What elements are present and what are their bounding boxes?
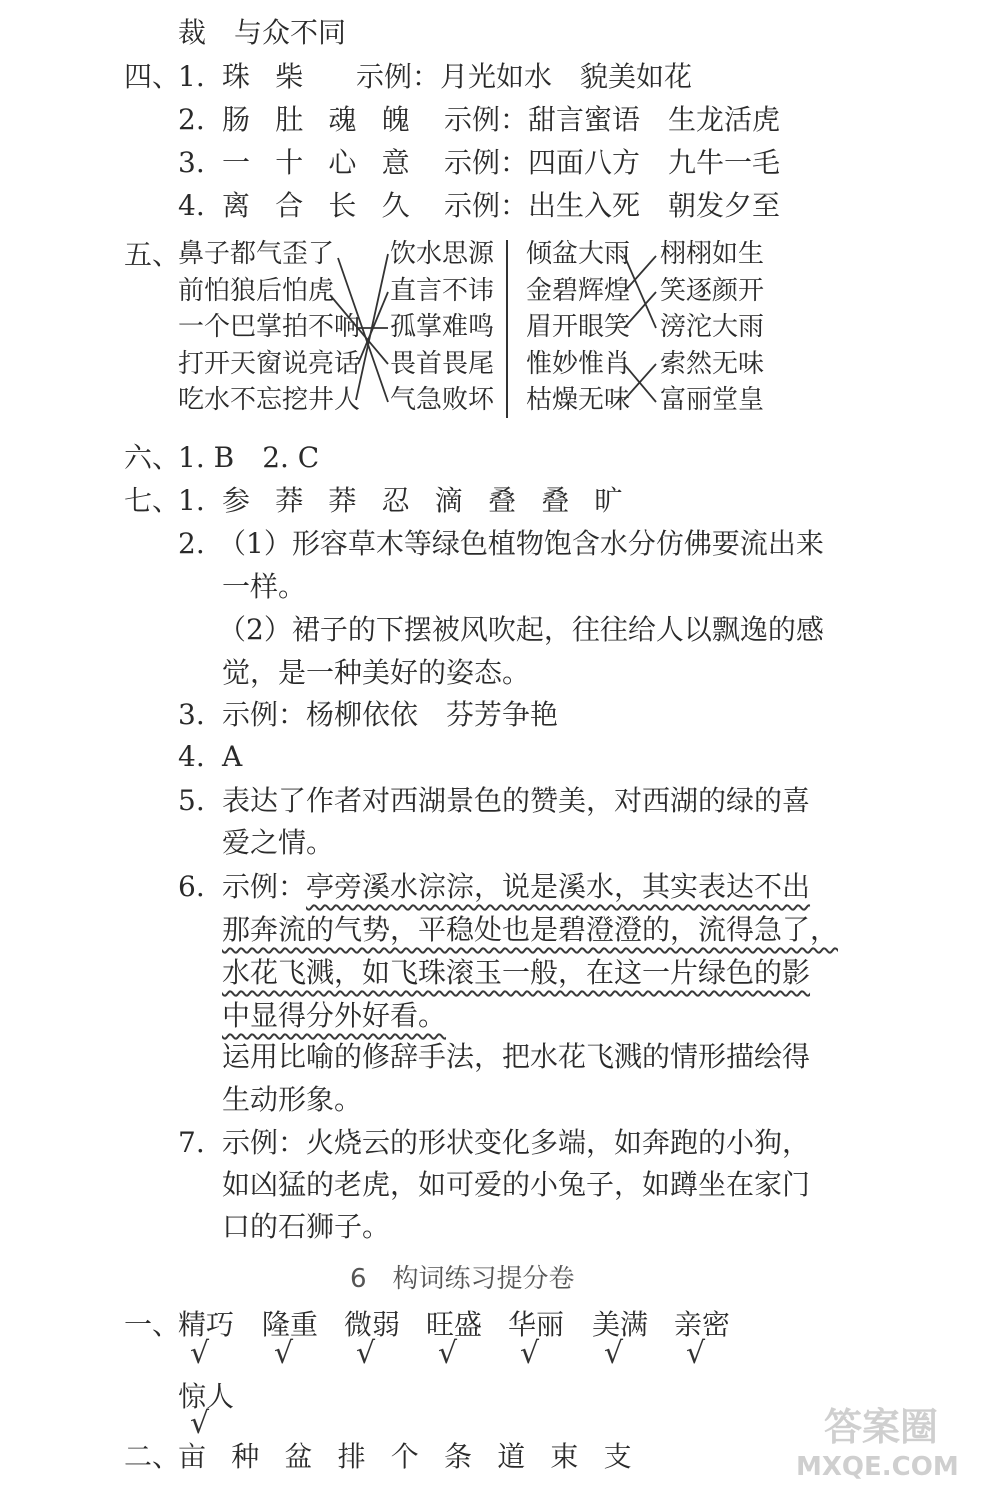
s7-q6-quote-4: 中显得分外好看。 (222, 999, 447, 1032)
check-mark-icon: √ (520, 1336, 540, 1371)
s7-q6-quote-2: 那奔流的气势，平稳处也是碧澄澄的，流得急了， (222, 913, 839, 946)
p1-extra-word: 惊人 (178, 1380, 235, 1413)
s7-q1-num: 1. (178, 484, 205, 517)
s5-right-b-item: 滂沱大雨 (660, 312, 765, 342)
check-mark-icon: √ (356, 1336, 376, 1371)
s5-right-a-item: 枯燥无味 (526, 385, 631, 415)
s5-right-b-item: 索然无味 (660, 348, 765, 379)
p1-word: 精巧 (178, 1308, 235, 1341)
s5-left-b-item: 气急败坏 (390, 385, 495, 415)
s7-q6-num: 6. (178, 870, 205, 903)
p1-word: 华丽 (508, 1308, 565, 1341)
check-mark-icon: √ (274, 1336, 294, 1371)
match-line (330, 295, 388, 364)
s7-q6-quote-1: 亭旁溪水淙淙，说是溪水，其实表达不出 (306, 870, 811, 903)
s7-q2-line3: （2）裙子的下摆被风吹起，往往给人以飘逸的感 (218, 613, 824, 646)
s5-left-a-item: 打开天窗说亮话 (178, 348, 361, 379)
s7-q4-text: A (222, 740, 243, 773)
match-line (624, 292, 656, 328)
s5-left-b-item: 饮水思源 (390, 239, 495, 269)
s5-right-b-item: 富丽堂皇 (660, 385, 765, 415)
s7-q6-line3 (222, 956, 810, 990)
s7-q6-line5: 运用比喻的修辞手法，把水花飞溅的情形描绘得 (222, 1040, 811, 1073)
s7-q5-num: 5. (178, 784, 205, 817)
s7-q7-line2: 如凶猛的老虎，如可爱的小兔子，如蹲坐在家门 (222, 1168, 811, 1201)
s7-q6-line4 (222, 999, 446, 1033)
s4-words-2: 肠肚魂魄 (222, 103, 435, 136)
watermark-url: MXQE.COM (796, 1452, 959, 1482)
check-mark-icon: √ (190, 1336, 210, 1371)
p1-word: 亲密 (674, 1308, 731, 1341)
s4-num-4: 4. (178, 189, 205, 222)
s6-answers: 1. B 2. C (178, 441, 320, 474)
s7-q6-quote-3: 水花飞溅，如飞珠滚玉一般，在这一片绿色的影 (222, 956, 811, 989)
section-5-label: 五、 (124, 238, 181, 271)
section-7-label: 七、 (124, 484, 181, 517)
s5-left-a-item: 前怕狼后怕虎 (178, 275, 335, 306)
p1-word: 微弱 (344, 1308, 401, 1341)
section-4-label: 四、 (124, 60, 181, 93)
s4-words-3: 一十心意 (222, 146, 435, 179)
s4-example-2: 示例：甜言蜜语 生龙活虎 (444, 103, 781, 136)
s5-right-a-item: 惟妙惟肖 (526, 348, 631, 379)
p1-word: 旺盛 (426, 1308, 483, 1341)
part-1-label: 一、 (124, 1308, 181, 1341)
s4-words-1: 珠柴 (222, 60, 329, 93)
check-mark-icon: √ (604, 1336, 624, 1371)
s7-q6-line6: 生动形象。 (222, 1083, 363, 1116)
s5-left-a-item: 吃水不忘挖井人 (178, 385, 361, 415)
s7-q6-prefix: 示例： (222, 870, 307, 903)
part-2-label: 二、 (124, 1440, 181, 1473)
top-line: 裁 与众不同 (178, 16, 347, 49)
s4-num-1: 1. (178, 60, 205, 93)
s7-q5-line2: 爱之情。 (222, 826, 335, 859)
check-mark-icon: √ (438, 1336, 458, 1371)
s4-example-3: 示例：四面八方 九牛一毛 (444, 146, 781, 179)
s7-q7-line3: 口的石狮子。 (222, 1210, 391, 1243)
s7-q3-num: 3. (178, 698, 205, 731)
check-mark-icon: √ (190, 1406, 210, 1441)
s7-q2-line4: 觉，是一种美好的姿态。 (222, 656, 531, 689)
match-line (356, 254, 388, 400)
s4-example-1: 示例：月光如水 貌美如花 (356, 60, 693, 93)
section-6-label: 六、 (124, 441, 181, 474)
s5-right-b-item: 笑逐颜开 (660, 275, 765, 306)
s7-q6-line2 (222, 913, 838, 947)
s5-right-a-item: 金碧辉煌 (526, 275, 631, 306)
p1-word: 隆重 (262, 1308, 319, 1341)
s7-q4-num: 4. (178, 740, 205, 773)
s4-example-4: 示例：出生入死 朝发夕至 (444, 189, 781, 222)
s7-q2-num: 2. (178, 527, 205, 560)
s7-q1-text: 参莽莽忍滴叠叠旷 (222, 484, 648, 517)
p2-text: 亩种盆排个条道束支 (178, 1440, 657, 1473)
s7-q7-num: 7. (178, 1126, 205, 1159)
s4-words-4: 离合长久 (222, 189, 435, 222)
s7-q5-line1: 表达了作者对西湖景色的赞美，对西湖的绿的喜 (222, 784, 811, 817)
s4-num-3: 3. (178, 146, 205, 179)
p1-word: 美满 (592, 1308, 649, 1341)
s5-left-a-item: 鼻子都气歪了 (178, 239, 335, 269)
s5-right-a-item: 倾盆大雨 (526, 239, 631, 269)
s7-q3-text: 示例：杨柳依依 芬芳争艳 (222, 698, 559, 731)
s4-num-2: 2. (178, 103, 205, 136)
s5-left-b-item: 直言不讳 (390, 275, 495, 306)
check-mark-icon: √ (686, 1336, 706, 1371)
s5-right-a-item: 眉开眼笑 (526, 312, 631, 342)
s5-left-b-item: 孤掌难鸣 (390, 312, 495, 342)
match-line (338, 258, 388, 402)
s7-q2-line1: （1）形容草木等绿色植物饱含水分仿佛要流出来 (218, 527, 824, 560)
s7-q2-line2: 一样。 (222, 570, 307, 603)
s5-left-a-item: 一个巴掌拍不响 (178, 312, 361, 342)
match-line (624, 256, 656, 292)
s7-q6-line1 (222, 870, 810, 904)
watermark-logo: 答案圈 (824, 1405, 939, 1449)
s5-matching-lines (0, 0, 1000, 430)
match-line (624, 255, 656, 328)
s5-left-b-item: 畏首畏尾 (390, 348, 495, 379)
s5-right-b-item: 栩栩如生 (660, 239, 765, 269)
s7-q7-line1: 示例：火烧云的形状变化多端，如奔跑的小狗， (222, 1126, 811, 1159)
section-title: 6 构词练习提分卷 (350, 1264, 575, 1294)
